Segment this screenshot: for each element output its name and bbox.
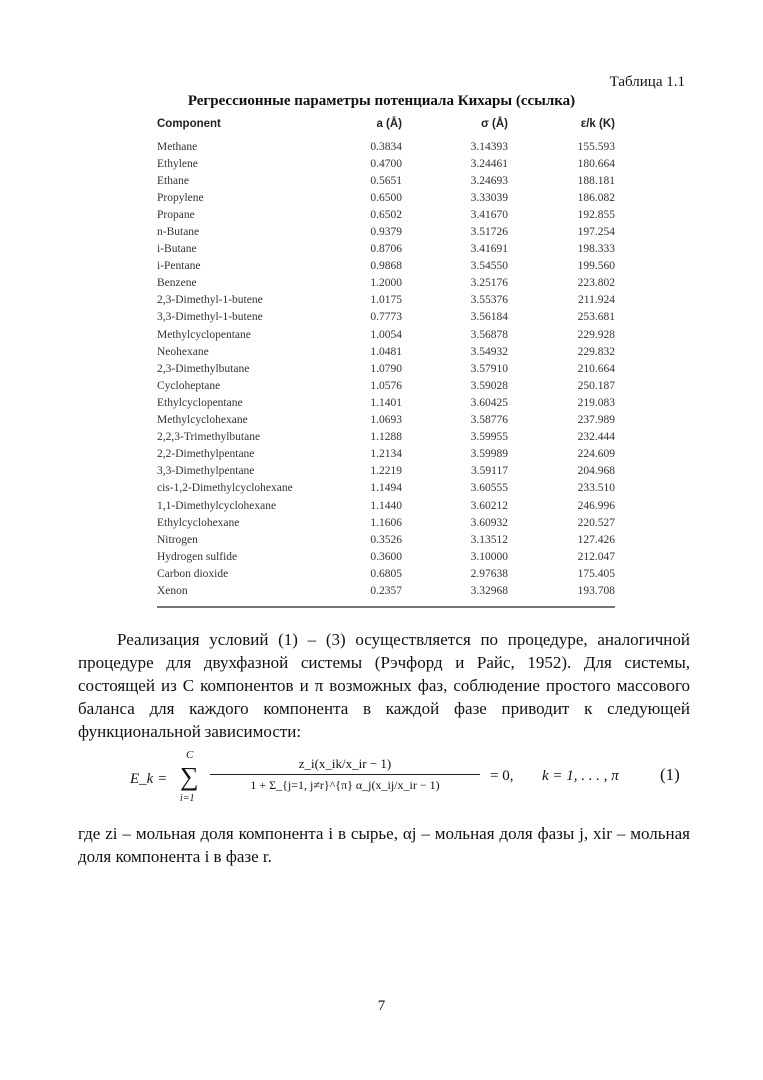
cell-epsilon: 237.989 <box>577 414 615 427</box>
cell-a: 1.1494 <box>370 482 402 495</box>
cell-sigma: 3.25176 <box>470 277 508 290</box>
table-row <box>157 514 615 531</box>
cell-epsilon: 186.082 <box>577 191 615 204</box>
table-row <box>157 360 615 377</box>
cell-epsilon: 250.187 <box>577 379 615 392</box>
cell-sigma: 3.60932 <box>470 516 508 529</box>
table-row <box>157 292 615 309</box>
cell-component: Neohexane <box>157 345 209 358</box>
cell-component: 2,2-Dimethylpentane <box>157 448 255 461</box>
cell-component: Propylene <box>157 191 204 204</box>
cell-component: i-Pentane <box>157 260 201 273</box>
table-row <box>157 172 615 189</box>
cell-component: 2,3-Dimethyl-1-butene <box>157 294 263 307</box>
table-row <box>157 446 615 463</box>
cell-component: Cycloheptane <box>157 379 221 392</box>
cell-a: 0.6500 <box>370 191 402 204</box>
header-a: a (Å) <box>376 118 402 130</box>
cell-sigma: 3.41670 <box>470 208 508 221</box>
table-row <box>157 206 615 223</box>
table-row <box>157 582 615 599</box>
cell-sigma: 3.60555 <box>470 482 508 495</box>
table-header <box>157 113 615 135</box>
cell-epsilon: 212.047 <box>577 550 615 563</box>
cell-epsilon: 211.924 <box>578 294 615 307</box>
cell-epsilon: 192.855 <box>577 208 615 221</box>
cell-epsilon: 198.333 <box>577 243 615 256</box>
formula-numerator: z_i(x_ik/x_ir − 1) <box>298 756 392 771</box>
cell-epsilon: 188.181 <box>577 174 615 187</box>
cell-component: cis-1,2-Dimethylcyclohexane <box>157 482 293 495</box>
table-row <box>157 463 615 480</box>
table-row <box>157 565 615 582</box>
cell-sigma: 3.13512 <box>470 533 508 546</box>
cell-sigma: 3.24693 <box>470 174 508 187</box>
table-row <box>157 377 615 394</box>
formula-denominator: 1 + Σ_{j=1, j≠r}^{π} α_j(x_ij/x_ir − 1) <box>250 778 440 792</box>
formula-lhs: E_k = <box>130 771 168 787</box>
cell-sigma: 3.59989 <box>470 448 508 461</box>
table-row <box>157 480 615 497</box>
sum-symbol: ∑ <box>180 762 199 791</box>
cell-component: Methylcyclopentane <box>157 328 251 341</box>
table-row <box>157 326 615 343</box>
cell-sigma: 3.56184 <box>470 311 508 324</box>
cell-a: 0.5651 <box>370 174 402 187</box>
cell-component: 2,3-Dimethylbutane <box>157 362 250 375</box>
cell-sigma: 3.10000 <box>470 550 508 563</box>
cell-component: Ethylcyclopentane <box>157 396 243 409</box>
formula-range: k = 1, . . . , π <box>542 768 619 784</box>
cell-sigma: 3.60425 <box>470 396 508 409</box>
table-row <box>157 223 615 240</box>
cell-sigma: 3.59955 <box>470 431 508 444</box>
cell-epsilon: 253.681 <box>577 311 615 324</box>
cell-epsilon: 224.609 <box>577 448 615 461</box>
cell-a: 0.6805 <box>370 567 402 580</box>
cell-a: 1.2000 <box>370 277 402 290</box>
cell-sigma: 3.60212 <box>470 499 508 512</box>
cell-a: 0.3600 <box>370 550 402 563</box>
cell-component: Methane <box>157 140 198 153</box>
cell-a: 1.0693 <box>370 414 402 427</box>
equation-number: (1) <box>660 765 680 784</box>
table-row <box>157 309 615 326</box>
header-epsilon: ε/k (K) <box>580 118 615 130</box>
cell-a: 1.2134 <box>370 448 402 461</box>
cell-a: 1.0790 <box>370 362 402 375</box>
cell-component: Ethylene <box>157 157 198 170</box>
cell-sigma: 3.54550 <box>470 260 508 273</box>
cell-component: Xenon <box>157 584 188 597</box>
sum-lower-limit: i=1 <box>180 793 195 804</box>
cell-epsilon: 175.405 <box>577 567 615 580</box>
cell-epsilon: 232.444 <box>577 431 615 444</box>
table-title: Регрессионные параметры потенциала Кихары (ссылка) <box>187 93 576 109</box>
cell-epsilon: 246.996 <box>577 499 615 512</box>
cell-sigma: 3.14393 <box>470 140 508 153</box>
cell-a: 1.0481 <box>370 345 402 358</box>
cell-a: 1.2219 <box>370 465 402 478</box>
cell-a: 1.1401 <box>370 396 402 409</box>
cell-epsilon: 210.664 <box>577 362 615 375</box>
cell-sigma: 2.97638 <box>470 567 508 580</box>
cell-a: 0.4700 <box>370 157 402 170</box>
cell-sigma: 3.56878 <box>470 328 508 341</box>
cell-sigma: 3.59117 <box>471 465 508 478</box>
cell-sigma: 3.58776 <box>470 414 508 427</box>
cell-component: Carbon dioxide <box>157 567 229 580</box>
cell-epsilon: 197.254 <box>577 226 615 239</box>
formula-rhs: = 0, <box>490 768 514 784</box>
paragraph-definitions: где zi – мольная доля компонента i в сырье, αj – мольная доля фазы j, xir – мольная доля компонента i в фазе r. <box>78 824 690 866</box>
table-row <box>157 343 615 360</box>
cell-epsilon: 155.593 <box>577 140 615 153</box>
table-row <box>157 155 615 172</box>
kihara-parameters-table <box>157 113 615 600</box>
cell-epsilon: 229.832 <box>577 345 615 358</box>
cell-sigma: 3.59028 <box>470 379 508 392</box>
sum-upper-limit: C <box>186 749 194 761</box>
cell-sigma: 3.54932 <box>470 345 508 358</box>
cell-component: Benzene <box>157 277 197 290</box>
header-component: Component <box>157 118 221 130</box>
cell-component: Nitrogen <box>157 533 198 546</box>
cell-epsilon: 204.968 <box>577 465 615 478</box>
table-row <box>157 189 615 206</box>
cell-a: 1.1440 <box>370 499 402 512</box>
cell-component: i-Butane <box>157 243 197 256</box>
cell-a: 0.7773 <box>370 311 402 324</box>
table-row <box>157 258 615 275</box>
table-body <box>157 138 615 600</box>
cell-sigma: 3.33039 <box>470 191 508 204</box>
cell-a: 0.6502 <box>370 208 402 221</box>
cell-a: 0.8706 <box>370 243 402 256</box>
cell-a: 1.0175 <box>370 294 402 307</box>
cell-component: Ethane <box>157 174 189 187</box>
table-row <box>157 429 615 446</box>
cell-sigma: 3.24461 <box>470 157 508 170</box>
cell-a: 0.2357 <box>370 584 402 597</box>
cell-a: 1.1288 <box>370 431 402 444</box>
cell-sigma: 3.55376 <box>470 294 508 307</box>
table-row <box>157 412 615 429</box>
cell-component: 3,3-Dimethylpentane <box>157 465 255 478</box>
cell-a: 0.3834 <box>370 140 402 153</box>
cell-epsilon: 199.560 <box>577 260 615 273</box>
cell-component: Hydrogen sulfide <box>157 550 238 563</box>
paragraph-procedure: Реализация условий (1) – (3) осуществляется по процедуре, аналогичной процедуре для двухфазной системы (Рэчфорд и Райс, 1952). Для системы, состоящей из C компонентов и π возможных фаз, соблюдение простого массового баланса для каждого компонента в каждой фазе приводит к следующей функциональной зависимости: <box>78 630 690 741</box>
cell-component: Methylcyclohexane <box>157 414 248 427</box>
cell-sigma: 3.51726 <box>470 226 508 239</box>
cell-component: n-Butane <box>157 226 200 239</box>
table-row <box>157 531 615 548</box>
cell-epsilon: 220.527 <box>577 516 615 529</box>
table-row <box>157 548 615 565</box>
cell-sigma: 3.32968 <box>470 584 508 597</box>
cell-a: 1.1606 <box>370 516 402 529</box>
table-row <box>157 497 615 514</box>
cell-a: 0.9868 <box>370 260 402 273</box>
cell-a: 0.3526 <box>370 533 402 546</box>
cell-component: 1,1-Dimethylcyclohexane <box>157 499 277 512</box>
cell-epsilon: 180.664 <box>577 157 615 170</box>
cell-epsilon: 193.708 <box>577 584 615 597</box>
cell-epsilon: 229.928 <box>577 328 615 341</box>
cell-epsilon: 223.802 <box>577 277 615 290</box>
cell-component: 3,3-Dimethyl-1-butene <box>157 311 263 324</box>
equation-1 <box>130 750 700 812</box>
cell-a: 0.9379 <box>370 226 402 239</box>
cell-component: Ethylcyclohexane <box>157 516 240 529</box>
table-number: Таблица 1.1 <box>609 74 685 90</box>
table-row <box>157 394 615 411</box>
table-bottom-rule <box>157 606 615 608</box>
table-row <box>157 275 615 292</box>
page-number: 7 <box>377 998 386 1014</box>
cell-a: 1.0054 <box>370 328 402 341</box>
cell-epsilon: 127.426 <box>577 533 615 546</box>
cell-component: Propane <box>157 208 195 221</box>
cell-sigma: 3.57910 <box>470 362 508 375</box>
cell-component: 2,2,3-Trimethylbutane <box>157 431 261 444</box>
fraction-bar <box>210 774 480 775</box>
cell-a: 1.0576 <box>370 379 402 392</box>
table-row <box>157 241 615 258</box>
cell-epsilon: 219.083 <box>577 396 615 409</box>
table-row <box>157 138 615 155</box>
cell-epsilon: 233.510 <box>577 482 615 495</box>
cell-sigma: 3.41691 <box>470 243 508 256</box>
header-sigma: σ (Å) <box>480 118 508 130</box>
